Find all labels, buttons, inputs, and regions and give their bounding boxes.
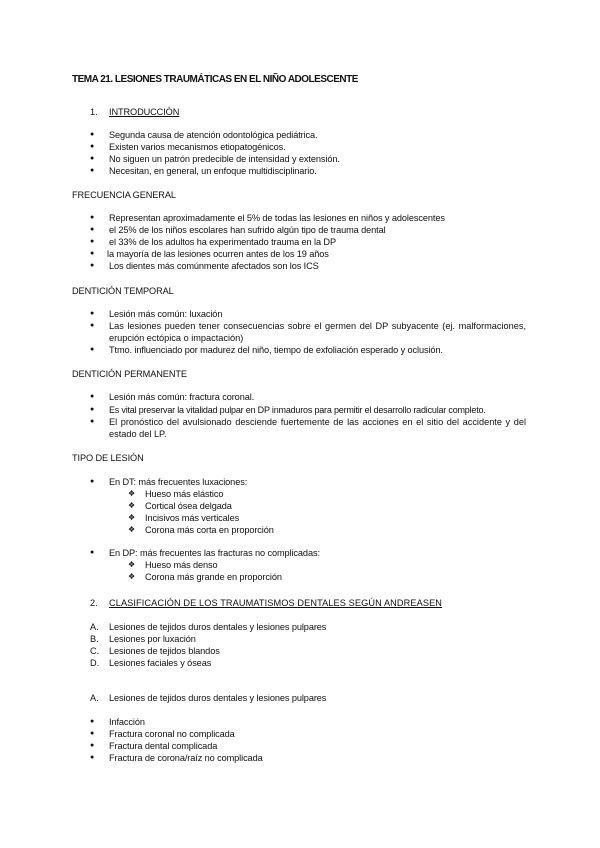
diamond-bullet-icon: ❖ <box>128 501 136 510</box>
section-number: 1. <box>90 107 98 117</box>
bullet-icon: ● <box>90 238 95 245</box>
list-item: No siguen un patrón predecible de intensidad y extensión. <box>109 154 340 164</box>
list-item: Necesitan, en general, un enfoque multidisciplinario. <box>109 166 317 176</box>
section-heading-introduccion: INTRODUCCIÓN <box>109 107 180 117</box>
list-letter: C. <box>90 646 100 656</box>
subsection-heading-permanente: DENTICIÓN PERMANENTE <box>72 369 187 379</box>
bullet-icon: ● <box>90 730 95 737</box>
sub-list-item: Corona más grande en proporción <box>145 572 282 582</box>
list-item: Ttmo. influenciado por madurez del niño, tiempo de exfoliación esperado y oclusión. <box>109 345 443 355</box>
list-item: Fractura de corona/raíz no complicada <box>109 753 263 763</box>
list-item: Los dientes más comúnmente afectados son los ICS <box>109 261 319 271</box>
bullet-icon: ● <box>90 131 95 138</box>
bullet-icon: ● <box>90 346 95 353</box>
list-item: Segunda causa de atención odontológica pediátrica. <box>109 130 318 140</box>
list-item: Lesiones de tejidos duros dentales y lesiones pulpares <box>109 622 327 632</box>
list-letter: A. <box>90 622 99 632</box>
list-item: El pronóstico del avulsionado desciende fuertemente de las acciones en el sitio del accidente y del estado del LP. <box>109 417 526 439</box>
list-item: Lesión más común: luxación <box>109 309 223 319</box>
bullet-icon: ● <box>90 322 95 329</box>
document-title: TEMA 21. LESIONES TRAUMÁTICAS EN EL NIÑO ADOLESCENTE <box>72 74 358 85</box>
list-item: Las lesiones pueden tener consecuencias sobre el germen del DP subyacente (ej. malformaciones, erupción ectópica o impactación) <box>109 321 526 343</box>
bullet-icon: ● <box>90 214 95 221</box>
list-letter: D. <box>90 658 100 668</box>
bullet-icon: ● <box>90 310 95 317</box>
list-item: Lesiones faciales y óseas <box>109 658 212 668</box>
diamond-bullet-icon: ❖ <box>128 513 136 522</box>
bullet-icon: ● <box>90 155 95 162</box>
diamond-bullet-icon: ❖ <box>128 572 136 581</box>
bullet-icon: ● <box>90 262 95 269</box>
bullet-icon: ● <box>90 143 95 150</box>
section-heading-clasificacion: CLASIFICACIÓN DE LOS TRAUMATISMOS DENTALES SEGÚN ANDREASEN <box>109 598 443 608</box>
subsection-heading-frecuencia: FRECUENCIA GENERAL <box>72 190 176 200</box>
sub-list-item: Incisivos más verticales <box>145 513 240 523</box>
bullet-icon: ● <box>90 478 95 485</box>
list-item: Lesiones por luxación <box>109 634 196 644</box>
list-item: la mayoría de las lesiones ocurren antes de los 19 años <box>107 249 329 259</box>
subsection-heading-a: Lesiones de tejidos duros dentales y lesiones pulpares <box>109 693 327 703</box>
bullet-icon: ● <box>90 393 95 400</box>
list-item: En DT: más frecuentes luxaciones: <box>109 477 248 487</box>
bullet-icon: ● <box>90 167 95 174</box>
list-item: Lesiones de tejidos blandos <box>109 646 220 656</box>
bullet-icon: ● <box>90 742 95 749</box>
list-item: Fractura coronal no complicada <box>109 729 235 739</box>
bullet-icon: ● <box>90 718 95 725</box>
diamond-bullet-icon: ❖ <box>128 560 136 569</box>
section-letter: A. <box>90 693 99 703</box>
bullet-icon: ● <box>90 250 95 257</box>
list-item: Lesión más común: fractura coronal. <box>109 392 255 402</box>
diamond-bullet-icon: ❖ <box>128 489 136 498</box>
subsection-heading-tipo: TIPO DE LESIÓN <box>72 453 144 463</box>
section-number: 2. <box>90 598 98 608</box>
bullet-icon: ● <box>90 418 95 425</box>
diamond-bullet-icon: ❖ <box>128 525 136 534</box>
sub-list-item: Hueso más denso <box>145 560 218 570</box>
list-letter: B. <box>90 634 99 644</box>
list-item: el 25% de los niños escolares han sufrido algún tipo de trauma dental <box>109 225 386 235</box>
list-item: el 33% de los adultos ha experimentado trauma en la DP <box>109 237 336 247</box>
bullet-icon: ● <box>90 549 95 556</box>
bullet-icon: ● <box>90 406 95 413</box>
sub-list-item: Corona más corta en proporción <box>145 525 274 535</box>
bullet-icon: ● <box>90 754 95 761</box>
sub-list-item: Hueso más elástico <box>145 489 224 499</box>
sub-list-item: Cortical ósea delgada <box>145 501 232 511</box>
list-item: Representan aproximadamente el 5% de todas las lesiones en niños y adolescentes <box>109 213 445 223</box>
list-item: En DP: más frecuentes las fracturas no complicadas: <box>109 548 320 558</box>
list-item: Es vital preservar la vitalidad pulpar en DP inmaduros para permitir el desarrollo radicular completo. <box>109 405 486 415</box>
bullet-icon: ● <box>90 226 95 233</box>
subsection-heading-temporal: DENTICIÓN TEMPORAL <box>72 286 174 296</box>
list-item: Infacción <box>109 717 145 727</box>
list-item: Fractura dental complicada <box>109 741 218 751</box>
list-item: Existen varios mecanismos etiopatogénicos. <box>109 142 286 152</box>
